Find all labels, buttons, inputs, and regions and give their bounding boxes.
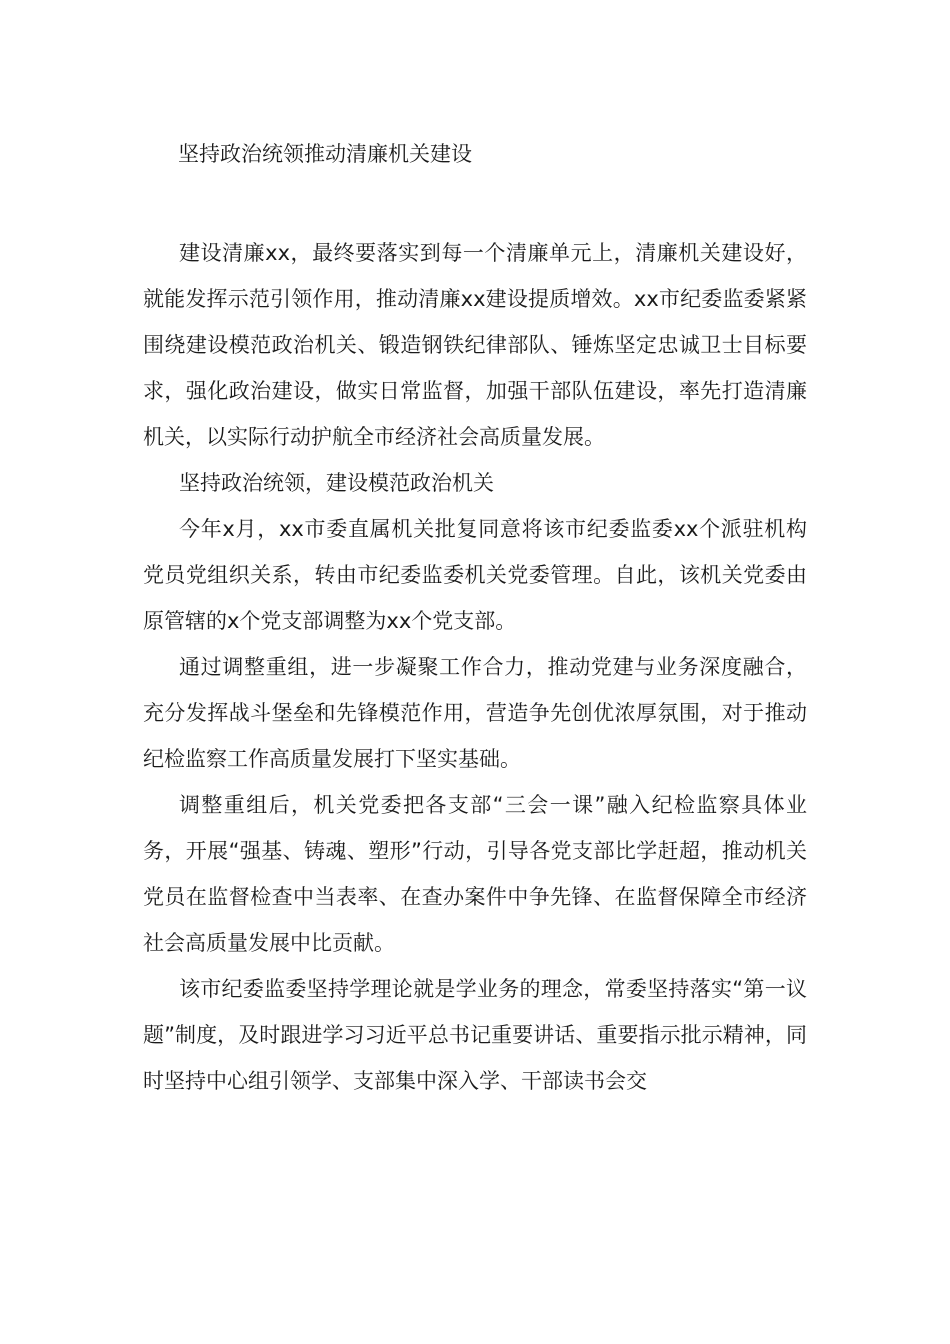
paragraph-theory-study: 该市纪委监委坚持学理论就是学业务的理念，常委坚持落实“第一议题”制度，及时跟进学习习近平总书记重要讲话、重要指示批示精神，同时坚持中心组引领学、支部集中深入学、干部读书会交 (143, 977, 807, 1093)
paragraph-after-reorganization: 调整重组后，机关党委把各支部“三会一课”融入纪检监察具体业务，开展“强基、铸魂、塑形”行动，引导各党支部比学赶超，推动机关党员在监督检查中当表率、在查办案件中争先锋、在监督保障全市经济社会高质量发展中比贡献。 (143, 793, 807, 955)
document-body (143, 230, 807, 1104)
paragraph-intro: 建设清廉xx，最终要落实到每一个清廉单元上，清廉机关建设好，就能发挥示范引领作用，推动清廉xx建设提质增效。xx市纪委监委紧紧围绕建设模范政治机关、锻造钢铁纪律部队、锤炼坚定忠诚卫士目标要求，强化政治建设，做实日常监督，加强干部队伍建设，率先打造清廉机关，以实际行动护航全市经济社会高质量发展。 (143, 241, 807, 449)
paragraph-reorganization: 今年x月，xx市委直属机关批复同意将该市纪委监委xx个派驻机构党员党组织关系，转由市纪委监委机关党委管理。自此，该机关党委由原管辖的x个党支部调整为xx个党支部。 (143, 517, 807, 633)
document-title: 坚持政治统领推动清廉机关建设 (178, 142, 472, 166)
paragraph-cohesion: 通过调整重组，进一步凝聚工作合力，推动党建与业务深度融合，充分发挥战斗堡垒和先锋模范作用，营造争先创优浓厚氛围，对于推动纪检监察工作高质量发展打下坚实基础。 (143, 655, 807, 771)
section-heading: 坚持政治统领，建设模范政治机关 (179, 471, 494, 495)
